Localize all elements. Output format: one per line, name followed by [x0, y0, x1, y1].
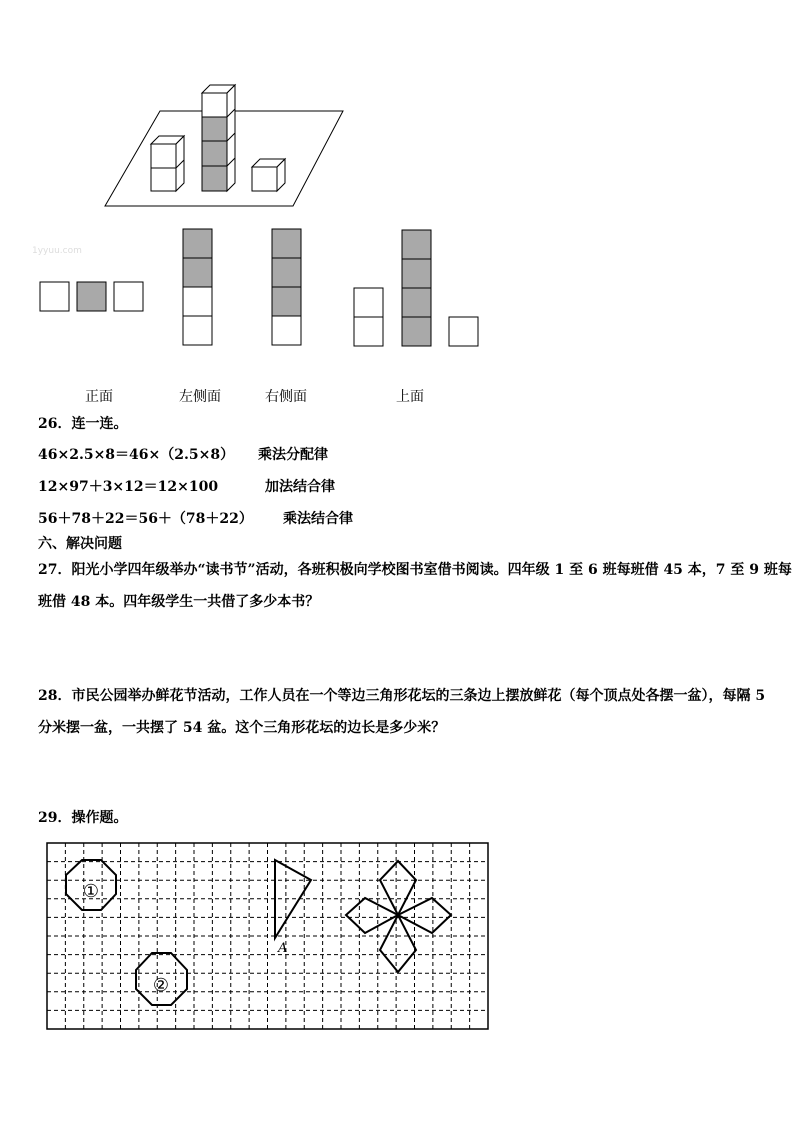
q26-equation-2: 12×97＋3×12＝12×100 [38, 479, 219, 495]
q26-title: 26．连一连。 [38, 416, 128, 432]
q26-law-3: 乘法结合律 [283, 511, 353, 527]
q29-title: 29．操作题。 [38, 810, 128, 826]
point-a-label: A [278, 941, 288, 956]
q27-line-2: 班借 48 本。四年级学生一共借了多少本书？ [38, 594, 320, 610]
q26-law-2: 加法结合律 [265, 479, 335, 495]
label-top-view: 上面 [396, 389, 424, 405]
watermark: 1yyuu.com [32, 246, 82, 256]
q27-text [38, 554, 792, 618]
q28-text [38, 680, 766, 744]
operation-grid-figure [40, 838, 495, 1036]
shape-2-label: ② [152, 975, 170, 996]
q26-equation-1: 46×2.5×8＝46×（2.5×8） [38, 447, 235, 463]
q26-equation-3: 56＋78＋22＝56＋（78＋22） [38, 511, 253, 527]
label-front-view: 正面 [85, 389, 113, 405]
q28-line-2: 分米摆一盆，一共摆了 54 盆。这个三角形花坛的边长是多少米？ [38, 720, 446, 736]
label-left-view: 左侧面 [179, 389, 221, 405]
q26-law-1: 乘法分配律 [258, 447, 328, 463]
flower-shape [346, 861, 451, 972]
label-right-view: 右侧面 [265, 389, 307, 405]
cube-stack-figure [100, 80, 350, 210]
section-6-title: 六、解决问题 [38, 536, 122, 552]
three-views-figure [38, 226, 488, 351]
shape-1-label: ① [82, 881, 100, 902]
q27-line-1: 27．阳光小学四年级举办“读书节”活动，各班积极向学校图书室借书阅读。四年级 1 至 6 班每班借 45 本，7 至 9 班每 [38, 562, 792, 578]
q28-line-1: 28．市民公园举办鲜花节活动，工作人员在一个等边三角形花坛的三条边上摆放鲜花（每个顶点处各摆一盆），每隔 5 [38, 688, 766, 704]
